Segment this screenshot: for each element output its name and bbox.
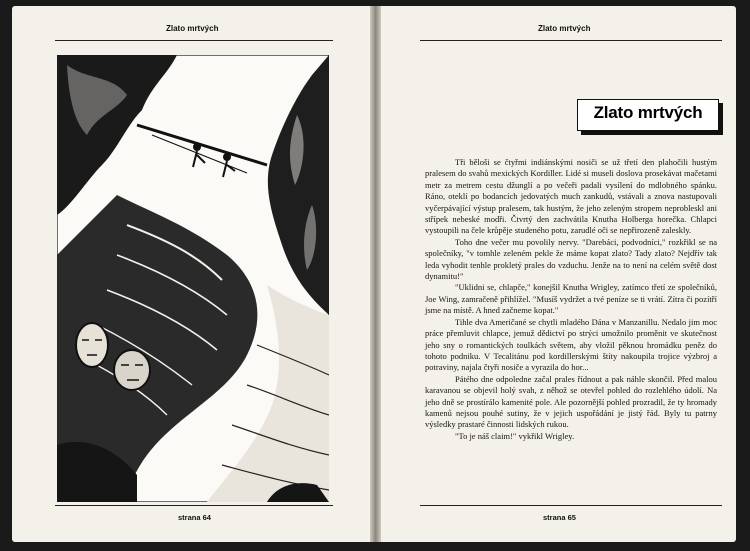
left-page-number: strana 64 bbox=[178, 513, 211, 522]
left-footer-rule bbox=[55, 505, 333, 506]
chapter-body bbox=[425, 157, 717, 442]
right-page-number: strana 65 bbox=[543, 513, 576, 522]
paragraph: "To je náš claim!" vykřikl Wrigley. bbox=[455, 430, 575, 441]
book-gutter bbox=[370, 6, 381, 542]
right-running-head: Zlato mrtvých bbox=[538, 24, 591, 33]
left-running-head: Zlato mrtvých bbox=[166, 24, 219, 33]
paragraph: "Uklidni se, chlapče," konejšil Knutha Wrigley, zatímco třetí ze společníků, Joe Wing, zamračeně přihlížel. "Musíš vydržet a tvé peníze se ti vrátí. Zítra či pozítří jsme na místě. A hned začneme kopat." bbox=[425, 282, 717, 316]
paragraph: Tihle dva Američané se chytli mladého Dána v Manzanillu. Nedalo jim moc práce přemluvit chlapce, jemuž dědictví po strýci umožnilo proměnit ve skutečnost jeho sny o romantických toulkách světem, aby vložil pěknou hromádku peněz do tohoto podniku. V Tecalitánu pod kordillerskými štíty nakoupila trojice výzbroj a potraviny, najala čtyři nosiče a vyrazila do hor... bbox=[425, 316, 717, 373]
paragraph: Tři běloši se čtyřmi indiánskými nosiči se už třetí den plahočili hustým pralesem do svahů mexických Kordiller. Lidé si museli doslova prosekávat mačetami metr za metrem cestu džunglí a po večeři padali vysílení do mdlobného spánku. Ráno, oteklí po bodancích jedovatých much zankudů, vstávali a znova nastupovali vyčerpávající výstup pralesem, tak hustým, že jeho zeleným stropem neprobleskl ani střípek nebeské modři. Čtvrtý den zachvátila Knutha Holberga horečka. Chlapci vystoupili na čele krůpěje studeného potu, zarudlé oči se nepřirozeně zaleskly. bbox=[425, 157, 717, 236]
right-header-rule bbox=[420, 40, 722, 41]
left-header-rule bbox=[55, 40, 333, 41]
chapter-title-box bbox=[577, 99, 719, 131]
right-footer-rule bbox=[420, 505, 722, 506]
jungle-illustration bbox=[57, 55, 329, 502]
paragraph: Toho dne večer mu povolily nervy. "Darebáci, podvodníci," rozkřikl se na společníky, "v tomhle zeleném pekle že máme kopat zlato? Tady zlato? Nejdřív tak leda vyhodit tenhle prokletý prales do vzduchu. Jenže na to není na celém světě dost dynamitu!" bbox=[425, 236, 717, 282]
paragraph: Pátého dne odpoledne začal prales řídnout a pak náhle skončil. Před malou karavanou se objevil holý svah, z něhož se otevřel pohled do rozlehlého údolí. Na jeho dně se prostírálo kamenité pole. Ale pozornější pohled prozradil, že ty hromady kamenů nejsou pouhé sutiny, že v jejich uspořádání je jistý řád. Byly tu patrny výsledky prastaré činnosti lidských rukou. bbox=[425, 373, 717, 430]
chapter-title: Zlato mrtvých bbox=[593, 103, 703, 122]
